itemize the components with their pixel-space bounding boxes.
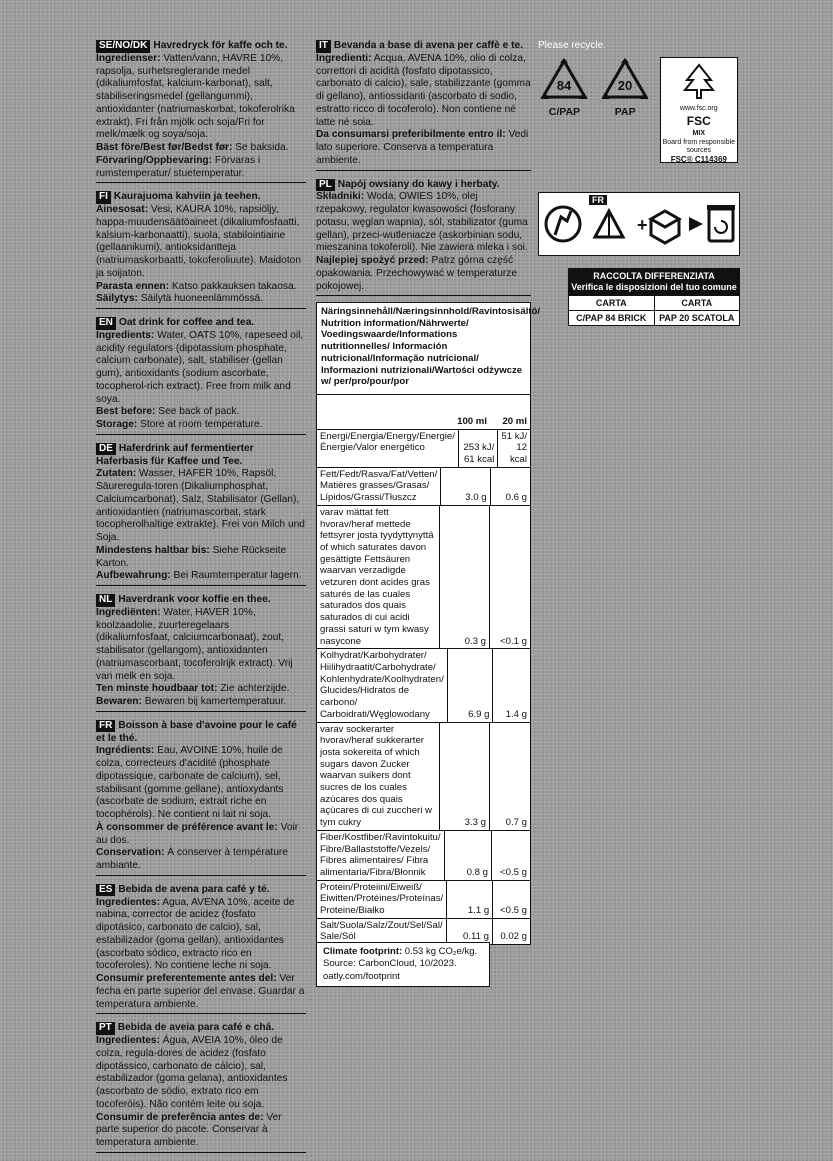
info-line	[316, 191, 531, 255]
info-line	[96, 330, 306, 407]
nutrition-heading: Näringsinnehåll/Næringsinnhold/Ravintosisältö/ Nutrition information/Nährwerte/ Voedingswaarde/Informations nutritionnelles/ Información nutricional/Informação nutricional/ Informazioni nutrizionali/Wartości odżywcze w/ per/pro/pour/por	[317, 303, 530, 395]
info-label: Mindestens haltbar bis:	[96, 544, 210, 556]
nutrition-row	[317, 429, 530, 467]
info-label: Ten minste houdbaar tot:	[96, 683, 218, 695]
divider	[316, 295, 531, 296]
divider	[96, 182, 306, 183]
info-text: Acqua, AVENA 10%, olio di colza, correttori di acidità (fosfato dipotassico, carbonato di calcio), sale, stabilizzante (gomma di gellano), antiossidanti (ascorbato di sodio, estratto ricco di tocoferolo). Non contiene né latte né soia.	[316, 52, 531, 128]
info-text: Se baksida.	[232, 142, 289, 153]
value-100ml: 1.1 g	[447, 881, 493, 918]
info-label: Da consumarsi preferibilmente entro il:	[316, 129, 506, 141]
nutrition-rows	[317, 429, 530, 945]
info-label: Bewaren:	[96, 696, 142, 707]
info-text: Bei Raumtemperatur lagern.	[170, 570, 302, 582]
info-text: Säilytä huoneenlämmössä.	[137, 293, 264, 305]
info-label: Parasta ennen:	[96, 280, 170, 292]
info-label: Najlepiej spożyć przed:	[316, 255, 429, 266]
info-line	[96, 822, 306, 848]
nutrient-label: varav mättat fett hvorav/heraf mettede fettsyrer josta tyydyttynyttä of which saturates davon gesättigte Fettsäuren waarvan verzadigde vetzuren dont acides gras saturés de las cuales saturados dos quais saturados di cui acidi grassi saturi w tym kwasy nasycone	[317, 506, 440, 648]
divider	[316, 170, 531, 171]
svg-text:+: +	[637, 215, 648, 235]
info-line	[96, 281, 306, 294]
language-block	[96, 191, 306, 309]
divider	[96, 1152, 306, 1153]
svg-text:84: 84	[557, 78, 572, 93]
language-code: PL	[316, 179, 335, 192]
value-20ml: <0.5 g	[500, 866, 527, 878]
divider	[96, 434, 306, 435]
info-label: Ingredientes:	[96, 1035, 160, 1046]
info-label: Best before:	[96, 406, 156, 418]
info-line	[96, 696, 306, 709]
product-title: Oat drink for coffee and tea.	[118, 317, 255, 328]
info-text: Vesi, KAURA 10%, rapsiöljy, happa-muudensäätöaineet (dikaliumfosfaatti, kalsium-karbonaatti), suola, stabilointiaine (gellaanikumi), antioksidantteja (natriumaskorbaatti, tokoferoliuute). Maidoton ja soijaton.	[96, 204, 301, 279]
info-text: Wasser, HAFER 10%, Rapsöl, Säureregula-toren (Dikaliumphosphat, Calciumcarbonat), Salz, Stabilisator (Gellan), antioxidantien (natriumascorbat, stark tocopherolhaltige extrakte). Frei von Milch und Soja.	[96, 468, 305, 543]
column-100ml: 100 ml	[457, 415, 487, 427]
info-line	[96, 570, 306, 583]
nutrient-label: Kolhydrat/Karbohydrater/ Hiilihydraatit/Carbohydrate/ Kohlenhydrate/Koolhydraten/ Glucides/Hidratos de carbono/ Carboidrati/Węglowodany	[317, 649, 448, 721]
info-line	[96, 897, 306, 974]
info-line	[96, 468, 306, 545]
nutrient-label: varav sockerarter hvorav/heraf sukkerarter josta sokereita of which sugars davon Zucker waarvan suikers dont sucres de los cuales azúcares dos quais açúcares di cui zuccheri w tym cukry	[317, 723, 440, 830]
value-20ml: <0.1 g	[500, 635, 527, 647]
nutrition-row	[317, 722, 530, 830]
recycle-triangle-icon	[539, 57, 589, 101]
info-label: Ingredienser:	[96, 52, 161, 64]
raccolta-carta-1: CARTA	[595, 297, 627, 308]
triman-icons	[539, 193, 739, 255]
info-label: Zutaten:	[96, 468, 137, 480]
info-line	[96, 745, 306, 822]
language-code: DE	[96, 443, 116, 456]
fsc-tree-icon	[679, 62, 719, 102]
product-title: Boisson à base d'avoine pour le café et le thé.	[96, 719, 297, 744]
info-line	[96, 419, 306, 432]
raccolta-title: RACCOLTA DIFFERENZIATA	[593, 271, 715, 281]
nutrition-row	[317, 918, 530, 944]
value-100ml: 3.3 g	[440, 723, 490, 830]
info-label: Ingrédients:	[96, 745, 155, 757]
info-label: Składniki:	[316, 191, 365, 203]
info-text: Katso pakkauksen takaosa.	[169, 280, 297, 292]
language-code: IT	[316, 40, 331, 53]
value-100ml: 0.8 g	[445, 831, 492, 880]
language-block	[96, 884, 306, 1015]
info-line	[96, 406, 306, 419]
value-100ml: 3.0 g	[441, 468, 490, 505]
recycle-label-pap: PAP	[614, 106, 636, 118]
nutrient-label: Salt/Suola/Salz/Zout/Sel/Sal/ Sale/Sól	[317, 919, 447, 944]
value-100ml: 0.11 g	[447, 919, 493, 944]
info-label: Ingredienti:	[316, 52, 372, 64]
nutrition-row	[317, 880, 530, 918]
raccolta-code-1: C/PAP 84 BRICK	[576, 312, 647, 323]
climate-url: oatly.com/footprint	[323, 970, 400, 982]
language-code: SE/NO/DK	[96, 40, 150, 53]
recycle-symbol-84	[538, 57, 591, 118]
info-text: Água, AVEIA 10%, óleo de colza, regula-dores de acidez (fosfato dipotássico, carbonato de cálcio), sal, estabilizador (goma gelana), antioxidantes (ascorbato de sódio, extrato rico em tocoferóis). Não contém leite ou soja.	[96, 1035, 288, 1110]
value-20ml: 1.4 g	[505, 708, 527, 720]
recycle-triangle-icon	[600, 57, 650, 101]
product-title: Haverdrank voor koffie en thee.	[118, 594, 271, 605]
info-line	[96, 607, 306, 684]
language-code: NL	[96, 594, 115, 607]
value-20ml: <0.5 g	[500, 905, 527, 917]
info-line	[96, 142, 306, 155]
climate-footprint-box	[316, 942, 490, 987]
language-block	[96, 40, 306, 183]
value-20ml: 0.02 g	[500, 931, 527, 943]
language-block	[316, 40, 531, 171]
recycle-label-cpap: C/PAP	[548, 106, 581, 118]
info-text: Eau, AVOINE 10%, huile de colza, correcteurs d'acidité (phosphate dipotassique, carbonate de calcium), sel, stabilisant (gomme gellane), antioxydants (ascorbate de sodium, extrait riche en tocophérols). Ne contient ni lait ni soja.	[96, 745, 284, 820]
product-title: Haferdrink auf fermentierter Haferbasis für Kaffee und Tee.	[96, 442, 254, 467]
info-text: Vedi lato superiore. Conserva a temperatura ambiente.	[316, 129, 529, 166]
triman-sorting-box	[538, 192, 740, 256]
info-line	[96, 973, 306, 1011]
language-block	[96, 720, 306, 876]
divider	[96, 1013, 306, 1014]
info-line	[96, 53, 306, 142]
language-code: ES	[96, 884, 115, 897]
info-text: Ver parte superior do pacote. Conservar à temperatura ambiente.	[96, 1111, 282, 1148]
recycling-icons	[538, 57, 738, 163]
info-line	[96, 683, 306, 696]
info-label: Storage:	[96, 419, 138, 430]
info-label: Consumir preferentemente antes del:	[96, 973, 277, 984]
info-text: Store at room temperature.	[137, 419, 263, 430]
value-20ml: 51 kJ/ 12 kcal	[501, 430, 527, 466]
info-text: Water, OATS 10%, rapeseed oil, acidity regulators (dipotassium phosphate, calcium carbonate), salt, stabiliser (gellan gum), antioxidants (sodium ascorbate, tocopherol-rich extract). Free from milk and soya.	[96, 329, 304, 405]
climate-label: Climate footprint:	[323, 946, 403, 957]
nutrient-label: Energi/Energia/Energy/Energie/ Énergie/Valor energético	[317, 430, 459, 467]
info-text: À conserver à température ambiante.	[96, 847, 288, 871]
language-code: EN	[96, 317, 116, 330]
info-text: Vatten/vann, HAVRE 10%, rapsolja, surhetsreglerande medel (dikaliumfosfat, kalcium-karbonat), salt, stabiliseringsmedel (gellangummi), antioxidanter (natriumaskorbat, tokoferolrika extrakt). Fri från mjölk och soja/Fri for melk/mælk og soya/soja.	[96, 52, 295, 141]
info-line	[96, 204, 306, 281]
divider	[96, 585, 306, 586]
value-100ml: 0.3 g	[440, 506, 490, 648]
info-label: Bäst före/Best før/Bedst før:	[96, 142, 233, 153]
info-line	[96, 847, 306, 873]
language-block	[96, 594, 306, 712]
value-20ml: 0.7 g	[505, 817, 527, 829]
info-label: Ingredients:	[96, 329, 155, 341]
info-label: Säilytys:	[96, 293, 138, 305]
middle-language-column	[316, 40, 531, 304]
info-line	[96, 545, 306, 571]
recycling-column	[538, 40, 738, 163]
info-line	[96, 1035, 306, 1112]
language-code: FI	[96, 191, 111, 204]
language-block	[96, 317, 306, 435]
info-text: Förvaras i rumstemperatur/ stuetemperatur.	[96, 154, 261, 179]
info-line	[96, 1112, 306, 1150]
info-text: Ver fecha en parte superior del envase. Guardar a temperatura ambiente.	[96, 973, 305, 1010]
info-label: Ainesosat:	[96, 204, 149, 215]
info-label: Conservation:	[96, 847, 165, 859]
climate-value: 0.53 kg CO₂e/kg.	[402, 946, 478, 957]
info-text: See back of pack.	[155, 406, 240, 418]
language-block	[96, 443, 306, 586]
info-line	[96, 293, 306, 306]
value-20ml: 0.6 g	[505, 492, 527, 504]
info-text: Bewaren bij kamertemperatuur.	[141, 696, 287, 707]
info-text: Siehe Rückseite Karton.	[96, 544, 287, 569]
divider	[96, 711, 306, 712]
info-label: À consommer de préférence avant le:	[96, 821, 278, 833]
info-text: Patrz górna część opakowania. Przechowywać w temperaturze pokojowej.	[316, 255, 518, 292]
info-line	[316, 255, 531, 293]
language-block	[96, 1022, 306, 1153]
nutrition-column-header	[317, 395, 530, 429]
nutrient-label: Protein/Proteiini/Eiweiß/ Eiwitten/Protéines/Proteínas/ Proteine/Białko	[317, 881, 447, 918]
recycle-symbol-20	[599, 57, 652, 118]
info-text: Water, HAVER 10%, koolzaadolie, zuurteregelaars (dikaliumfosfaat, calciumcarbonaat), zout, stabilisator (gellangom), antioxidanten (natriumascorbaat, tocoferolrijk extract). Vrij van melk en soja.	[96, 606, 293, 682]
raccolta-carta-2: CARTA	[654, 296, 740, 310]
info-label: Consumir de preferência antes de:	[96, 1111, 264, 1123]
nutrition-table	[316, 302, 541, 945]
language-code: PT	[96, 1022, 115, 1035]
nutrient-label: Fett/Fedt/Rasva/Fat/Vetten/ Matières grasses/Grasas/ Lípidos/Grassi/Tłuszcz	[317, 468, 441, 505]
nutrient-label: Fiber/Kostfiber/Ravintokuitu/ Fibre/Ballaststoffe/Vezels/ Fibres alimentaires/ Fibra alimentaria/Fibra/Błonnik	[317, 831, 445, 880]
column-20ml: 20 ml	[502, 415, 527, 427]
product-title: Havredryck för kaffe och te.	[153, 40, 288, 51]
info-label: Ingrediënten:	[96, 606, 161, 618]
recycle-text: Please recycle.	[538, 40, 606, 51]
raccolta-code-2: PAP 20 SCATOLA	[654, 311, 740, 325]
climate-source: Source: CarbonCloud, 10/2023.	[323, 958, 457, 970]
info-text: Zie achterzijde.	[217, 683, 290, 695]
nutrition-row	[317, 505, 530, 648]
fr-tag: FR	[589, 195, 607, 205]
raccolta-differenziata-table	[568, 268, 740, 326]
raccolta-subtitle: Verifica le disposizioni del tuo comune	[571, 281, 737, 292]
product-title: Bebida de aveia para café e chá.	[117, 1022, 275, 1034]
value-100ml: 6.9 g	[448, 649, 494, 721]
svg-text:20: 20	[617, 78, 633, 93]
product-title: Bebida de avena para café y té.	[118, 883, 270, 895]
divider	[96, 875, 306, 876]
info-line	[316, 53, 531, 130]
info-label: Ingredientes:	[96, 896, 160, 908]
language-code: FR	[96, 720, 115, 733]
product-title: Kaurajuoma kahviin ja teehen.	[113, 191, 261, 203]
info-line	[316, 129, 531, 167]
nutrition-row	[317, 830, 530, 880]
language-block	[316, 179, 531, 297]
fsc-logo: www.fsc.org FSC MIX Board from responsible sources FSC® C114369	[660, 57, 738, 163]
info-text: Voir au dos.	[96, 821, 299, 846]
info-text: Woda, OWIES 10%, olej rzepakowy, regulator kwasowości (fosforany potasu, węglan wapnia), sól, stabilizator (guma gellan), przeci-wutleniacze (askorbinian sodu, mieszanina tokoferoli). Nie zawiera mleka i soi.	[316, 191, 528, 254]
product-title: Bevanda a base di avena per caffè e te.	[333, 40, 524, 51]
nutrition-row	[317, 467, 530, 505]
info-label: Aufbewahrung:	[96, 570, 171, 582]
info-line	[96, 155, 306, 181]
nutrition-row	[317, 648, 530, 721]
value-100ml: 253 kJ/ 61 kcal	[459, 430, 498, 467]
left-language-column	[96, 40, 306, 1161]
product-title: Napój owsiany do kawy i herbaty.	[337, 178, 500, 190]
info-label: Förvaring/Oppbevaring:	[96, 154, 213, 166]
divider	[96, 308, 306, 309]
info-text: Agua, AVENA 10%, aceite de nabina, corrector de acidez (fosfato dipotásico, carbonato de calcio), sal, estabilizador (goma gellan), antioxidantes (ascorbato sódico, extracto rico en tocoferoles). No contiene leche ni soja.	[96, 896, 295, 972]
